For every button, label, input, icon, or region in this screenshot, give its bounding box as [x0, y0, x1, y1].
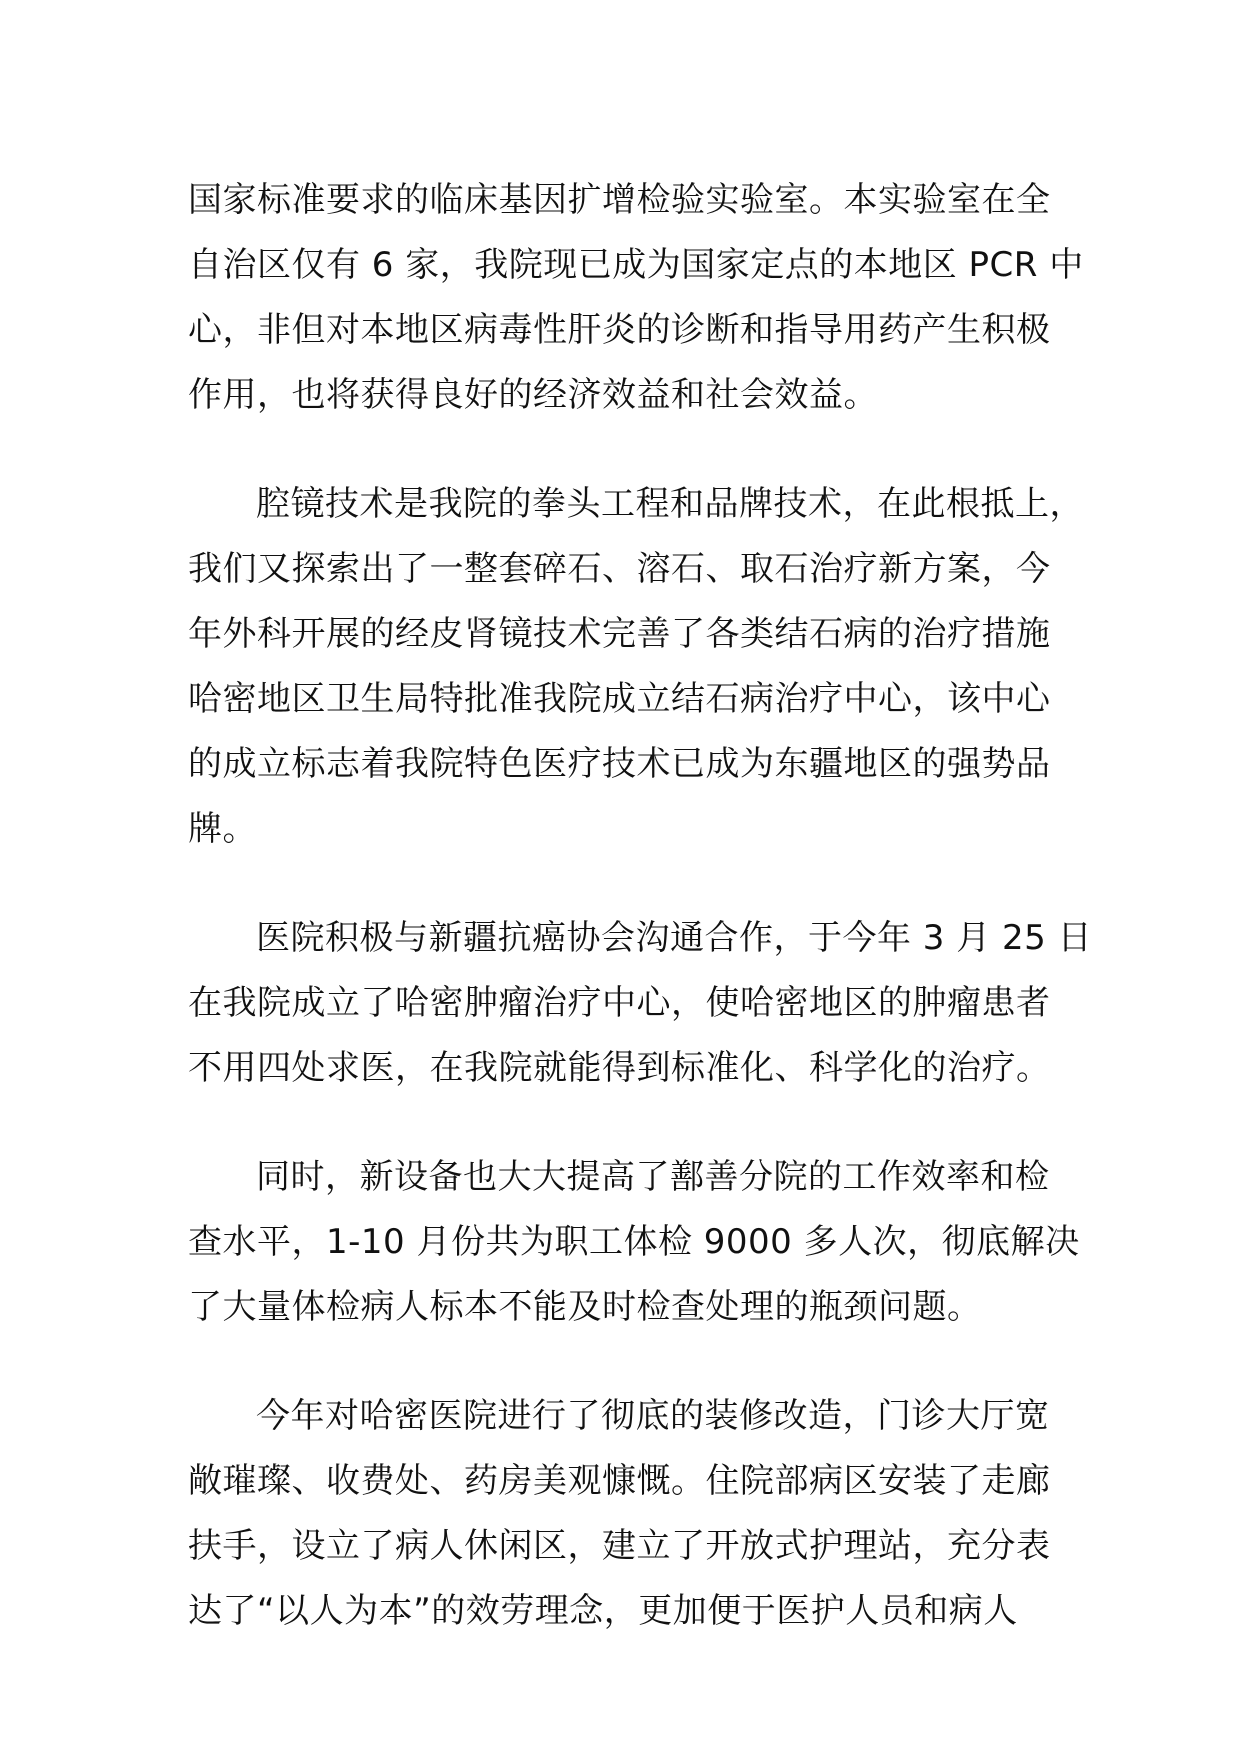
document-body [188, 168, 1093, 1688]
text-line: 哈密地区卫生局特批准我院成立结石病治疗中心，该中心 [188, 679, 1051, 719]
paragraph-laparoscopy [188, 472, 1084, 862]
text-line: 自治区仅有 6 家，我院现已成为国家定点的本地区 PCR 中 [188, 245, 1084, 285]
text-line: 敞璀璨、收费处、药房美观慷慨。住院部病区安装了走廊 [188, 1461, 1051, 1501]
text-line: 在我院成立了哈密肿瘤治疗中心，使哈密地区的肿瘤患者 [188, 983, 1051, 1023]
text-line: 我们又探索出了一整套碎石、溶石、取石治疗新方案，今 [188, 549, 1051, 589]
text-line: 国家标准要求的临床基因扩增检验实验室。本实验室在全 [188, 180, 1051, 220]
text-line: 查水平，1-10 月份共为职工体检 9000 多人次，彻底解决 [188, 1222, 1080, 1262]
text-line: 牌。 [188, 809, 257, 849]
text-line: 医院积极与新疆抗癌协会沟通合作，于今年 3 月 25 日 [256, 918, 1093, 958]
text-line: 年外科开展的经皮肾镜技术完善了各类结石病的治疗措施 [188, 614, 1051, 654]
text-line: 达了“以人为本”的效劳理念，更加便于医护人员和病人 [188, 1591, 1018, 1631]
text-line: 了大量体检病人标本不能及时检查处理的瓶颈问题。 [188, 1287, 982, 1327]
text-line: 腔镜技术是我院的拳头工程和品牌技术，在此根抵上， [256, 484, 1084, 524]
paragraph-renovation [188, 1384, 1068, 1644]
text-line: 作用，也将获得良好的经济效益和社会效益。 [188, 375, 878, 415]
text-line: 今年对哈密医院进行了彻底的装修改造，门诊大厅宽 [256, 1396, 1050, 1436]
text-line: 扶手，设立了病人休闲区，建立了开放式护理站，充分表 [188, 1526, 1051, 1566]
text-line: 同时，新设备也大大提高了鄯善分院的工作效率和检 [256, 1157, 1050, 1197]
text-line: 不用四处求医，在我院就能得到标准化、科学化的治疗。 [188, 1048, 1051, 1088]
paragraph-new-equipment [188, 1145, 1080, 1340]
paragraph-pcr-lab [188, 168, 1084, 428]
text-line: 的成立标志着我院特色医疗技术已成为东疆地区的强势品 [188, 744, 1051, 784]
text-line: 心，非但对本地区病毒性肝炎的诊断和指导用药产生积极 [188, 310, 1051, 350]
paragraph-tumor-center [188, 906, 1093, 1101]
